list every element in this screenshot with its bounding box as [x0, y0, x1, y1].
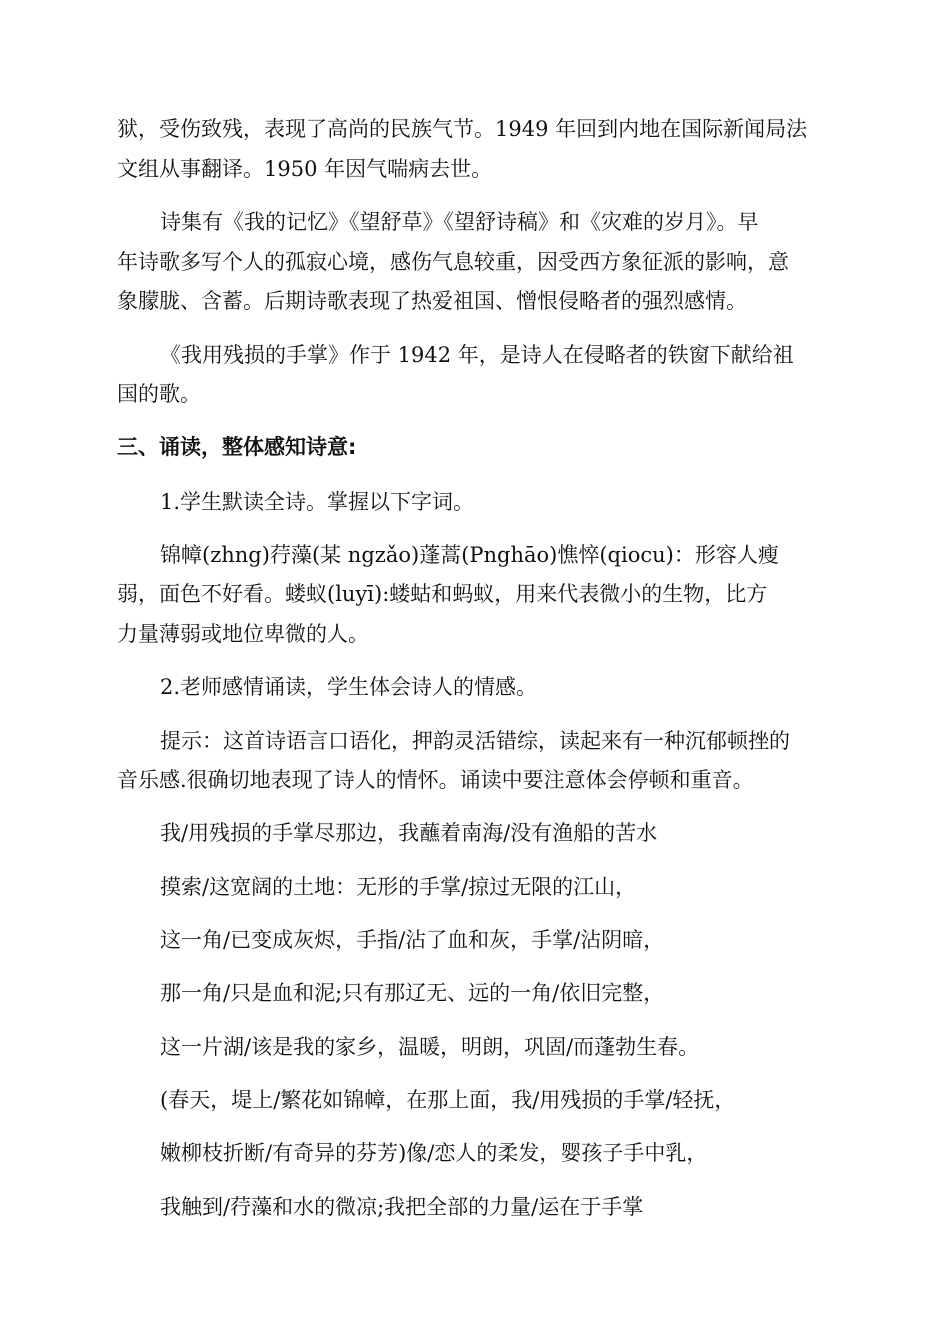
- section-heading: 三、诵读，整体感知诗意:: [117, 435, 357, 459]
- poem-line-7: 嫩柳枝折断/有奇异的芬芳)像/恋人的柔发，婴孩子手中乳，: [160, 1141, 708, 1165]
- works-line-1: 诗集有《我的记忆》《望舒草》《望舒诗稿》和《灾难的岁月》。早: [160, 210, 759, 234]
- works-line-3: 象朦胧、含蓄。后期诗歌表现了热爱祖国、憎恨侵略者的强烈感情。: [117, 289, 747, 313]
- intro-line-1: 《我用残损的手掌》作于 1942 年，是诗人在侵略者的铁窗下献给祖: [160, 343, 794, 367]
- poem-line-6: (春天，堤上/繁花如锦幛，在那上面，我/用残损的手掌/轻抚，: [160, 1088, 736, 1112]
- works-line-2: 年诗歌多写个人的孤寂心境，感伤气息较重，因受西方象征派的影响，意: [117, 250, 789, 274]
- poem-line-1: 我/用残损的手掌尽那边，我蘸着南海/没有渔船的苦水: [160, 821, 658, 845]
- intro-line-2: 国的歌。: [117, 382, 201, 406]
- hint-line-1: 提示：这首诗语言口语化，押韵灵活错综，读起来有一种沉郁顿挫的: [160, 729, 790, 753]
- bio-line-1: 狱，受伤致残，表现了高尚的民族气节。1949 年回到内地在国际新闻局法: [117, 117, 808, 141]
- vocab-line-1: 锦幛(zhng)荇藻(某 ngzǎo)蓬蒿(Pnghāo)憔悴(qiocu)：形容人瘦: [160, 543, 779, 567]
- poem-line-2: 摸索/这宽阔的土地：无形的手掌/掠过无限的江山，: [160, 875, 637, 899]
- vocab-line-2: 弱，面色不好看。蝼蚁(luyī):蝼蛄和蚂蚁，用来代表微小的生物，比方: [117, 582, 768, 606]
- vocab-line-3: 力量薄弱或地位卑微的人。: [117, 622, 369, 646]
- poem-line-3: 这一角/已变成灰烬，手指/沾了血和灰，手掌/沾阴暗，: [160, 928, 665, 952]
- hint-line-2: 音乐感.很确切地表现了诗人的情怀。诵读中要注意体会停顿和重音。: [117, 768, 754, 792]
- step-1-text: 1.学生默读全诗。掌握以下字词。: [160, 490, 475, 514]
- poem-line-8: 我触到/荇藻和水的微凉;我把全部的力量/运在于手掌: [160, 1195, 644, 1219]
- poem-line-5: 这一片湖/该是我的家乡，温暖，明朗，巩固/而蓬勃生春。: [160, 1035, 700, 1059]
- step-2-text: 2.老师感情诵读，学生体会诗人的情感。: [160, 675, 538, 699]
- bio-line-2: 文组从事翻译。1950 年因气喘病去世。: [117, 157, 493, 181]
- poem-line-4: 那一角/只是血和泥;只有那辽无、远的一角/依旧完整，: [160, 981, 665, 1005]
